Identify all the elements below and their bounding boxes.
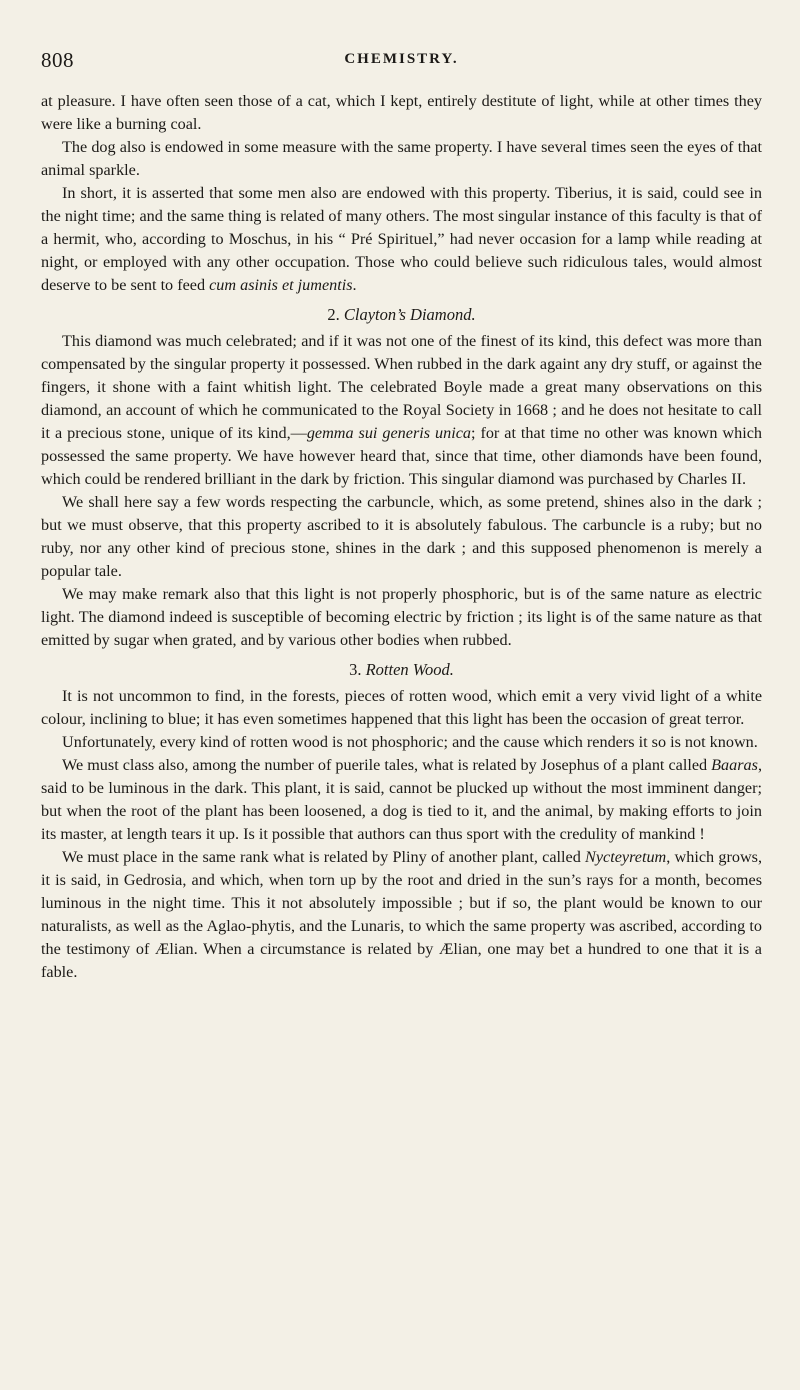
book-page	[41, 48, 762, 984]
plant-name: Nycteyretum	[585, 848, 667, 866]
latin-phrase: gemma sui generis unica	[306, 424, 471, 442]
paragraph: We may make remark also that this light is not properly phosphoric, but is of the same nature as electric light. The diamond indeed is susceptible of becoming electric by friction ; its light is of the same nature as that emitted by sugar when grated, and by various other bodies when rubbed.	[41, 585, 762, 649]
paragraph-text: .	[352, 276, 357, 294]
paragraph	[41, 754, 762, 846]
paragraph: at pleasure. I have often seen those of a cat, which I kept, entirely destitute of light, while at other times they were like a burning coal.	[41, 92, 762, 133]
paragraph-text: This diamond was much celebrated; and if it was not one of the finest of its kind, this defect was more than compensated by the singular property it possessed. When rubbed in the dark againt any dry stuff, or against the fingers, it shone with a faint whitish light. The celebrated Boyle made a great many observations on this diamond, an account of which he communicated to the Royal Society in 1668 ; and he does not hesitate to call it a precious stone, unique of its kind,—	[41, 332, 762, 442]
paragraph: The dog also is endowed in some measure with the same property. I have several times seen the eyes of that animal sparkle.	[41, 138, 762, 179]
latin-phrase: cum asinis et jumentis	[209, 276, 353, 294]
plant-name: Baaras	[711, 756, 758, 774]
paragraph-text: In short, it is asserted that some men also are endowed with this property. Tiberius, it is said, could see in the night time; and the same thing is related of many others. The most singular instance of this faculty is that of a hermit, who, according to Moschus, in his “ Pré Spirituel,” had never occasion for a lamp while reading at night, or employed with any other occupation. Those who could believe such ridiculous tales, would almost deserve to be sent to feed	[41, 184, 762, 294]
paragraph-text: We must class also, among the number of puerile tales, what is related by Josephus of a plant called	[62, 756, 712, 774]
running-title: CHEMISTRY.	[344, 51, 459, 67]
paragraph: We shall here say a few words respecting the carbuncle, which, as some pretend, shines also in the dark ; but we must observe, that this property ascribed to it is absolutely fabulous. The carbuncle is a ruby; but no ruby, nor any other kind of precious stone, shines in the dark ; and this supposed phenomenon is merely a popular tale.	[41, 493, 762, 580]
section-title: Clayton’s Diamond.	[343, 305, 476, 324]
page-number: 808	[41, 48, 74, 72]
section-heading	[41, 658, 762, 681]
running-head	[41, 48, 762, 78]
section-heading	[41, 303, 762, 326]
paragraph-text: We must place in the same rank what is related by Pliny of another plant, called	[62, 848, 586, 866]
paragraph	[41, 846, 762, 984]
paragraph: It is not uncommon to find, in the forests, pieces of rotten wood, which emit a very vivid light of a white colour, inclining to blue; it has even sometimes happened that this light has been the occasion of great terror.	[41, 687, 762, 728]
section-number: 2.	[327, 305, 340, 324]
paragraph-text: ; for at that time no other was known which possessed the same property. We have however heard that, since that time, other diamonds have been found, which could be rendered brilliant in the dark by friction. This singular diamond was purchased by Charles II.	[41, 424, 762, 488]
paragraph-text: , said to be luminous in the dark. This plant, it is said, cannot be plucked up without the most imminent danger; but when the root of the plant has been loosened, a dog is tied to it, and the animal, by making efforts to join its master, at length tears it up. Is it possible that authors can thus sport with the credulity of mankind !	[41, 756, 762, 843]
paragraph	[41, 330, 762, 491]
paragraph	[41, 182, 762, 297]
paragraph: Unfortunately, every kind of rotten wood is not phosphoric; and the cause which renders it so is not known.	[62, 733, 758, 751]
paragraph-text: , which grows, it is said, in Gedrosia, and which, when torn up by the root and dried in the sun’s rays for a month, becomes luminous in the night time. This it not absolutely impossible ; but if so, the plant would be known to our naturalists, as well as the Aglao-phytis, and the Lunaris, to which the same property was ascribed, according to the testimony of Ælian. When a circumstance is related by Ælian, one may bet a hundred to one that it is a fable.	[41, 848, 762, 981]
body-text	[41, 90, 762, 984]
section-number: 3.	[349, 660, 362, 679]
section-title: Rotten Wood.	[365, 660, 454, 679]
